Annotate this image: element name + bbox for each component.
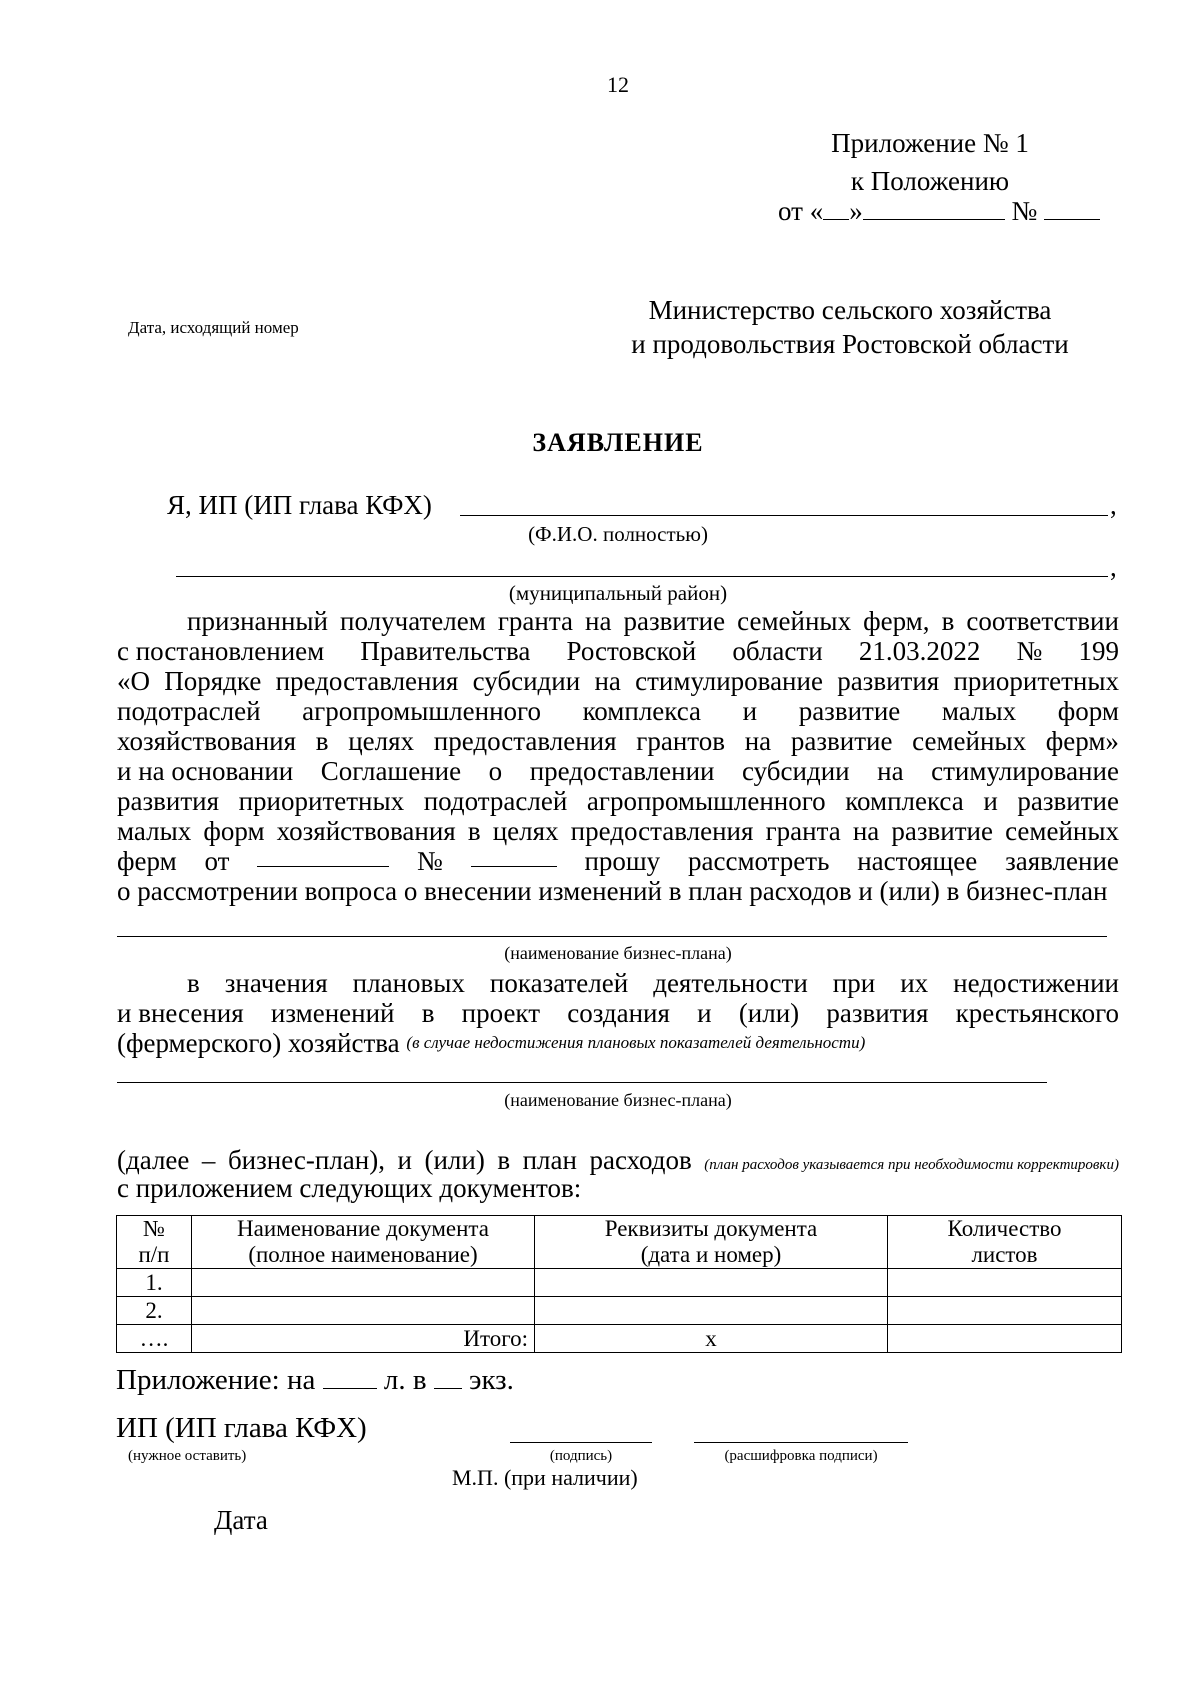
word: их: [900, 968, 929, 998]
word: изменений: [270, 998, 395, 1028]
word: семейных: [737, 606, 852, 636]
word: малых: [941, 696, 1017, 726]
fio-blank-line[interactable]: [460, 515, 1108, 516]
district-comma: ,: [1110, 552, 1117, 582]
word: комплекса: [582, 696, 702, 726]
word: грантов: [636, 726, 725, 756]
attachment-suffix: экз.: [469, 1364, 514, 1396]
business-plan-caption-1: (наименование бизнес-плана): [504, 943, 732, 963]
appendix-quote: »: [849, 196, 863, 226]
word: на: [877, 756, 904, 786]
word: создания: [567, 998, 670, 1028]
para-line-3: [117, 666, 1119, 696]
document-title: ЗАЯВЛЕНИЕ: [532, 428, 704, 457]
word: 199: [1078, 636, 1119, 666]
total-label: Итого:: [192, 1325, 535, 1353]
word: №: [417, 846, 443, 876]
attachment-copies-blank[interactable]: [434, 1366, 462, 1389]
header-text: Наименование документа: [237, 1216, 489, 1241]
italic-note: (план расходов указывается при необходимости корректировки): [704, 1157, 1119, 1173]
word: гранта: [765, 816, 841, 846]
header-number: [117, 1216, 192, 1269]
para-line-1: [117, 606, 1119, 636]
para-text: (фермерского) хозяйства: [117, 1028, 400, 1058]
word: развитие: [623, 606, 726, 636]
word: развитие: [891, 816, 993, 846]
word: гранта: [497, 606, 573, 636]
word: (или): [424, 1145, 485, 1175]
word: значения: [224, 968, 328, 998]
para-line-5: [117, 726, 1119, 756]
word: с постановлением: [117, 636, 325, 666]
header-text: п/п: [138, 1242, 170, 1267]
word: Правительства: [360, 636, 531, 666]
word: о: [488, 756, 503, 786]
italic-note: (в случае недостижения плановых показателей деятельности): [406, 1033, 866, 1052]
business-plan-blank-line-1[interactable]: [117, 936, 1107, 937]
word: бизнес-план),: [227, 1145, 385, 1175]
para3-line-1: [117, 1145, 1119, 1175]
appendix-line1: Приложение № 1: [831, 128, 1029, 158]
appendix-block: [760, 124, 1100, 200]
para-text: с приложением следующих документов:: [117, 1173, 582, 1203]
word: план: [522, 1145, 577, 1175]
appendix-line3: [778, 196, 1100, 227]
word: в: [497, 1145, 511, 1175]
word: семейных: [912, 726, 1027, 756]
word: и на основании: [117, 756, 294, 786]
word: и: [983, 786, 998, 816]
para-line-6: [117, 756, 1119, 786]
word: недостижении: [953, 968, 1119, 998]
word: ферм,: [863, 606, 930, 636]
district-blank-line[interactable]: [176, 576, 1108, 577]
para2-line-2: [117, 998, 1119, 1028]
para-line-9: [117, 846, 1119, 876]
table-cell: 1.: [117, 1269, 192, 1297]
word: на: [585, 606, 612, 636]
word: ферм: [117, 846, 177, 876]
table-cell[interactable]: [888, 1325, 1122, 1353]
fio-comma: ,: [1110, 490, 1117, 520]
date-outgoing-number-label: Дата, исходящий номер: [128, 318, 299, 337]
word: и внесения: [117, 998, 244, 1028]
word: комплекса: [845, 786, 964, 816]
header-text: №: [143, 1216, 165, 1241]
appendix-day-blank: [823, 199, 849, 220]
signature-caption: (подпись): [549, 1448, 613, 1464]
word: в: [315, 726, 329, 756]
word: настоящее: [857, 846, 978, 876]
appendix-no-label: №: [1011, 196, 1038, 226]
word: агропромышленного: [302, 696, 541, 726]
para-line-7: [117, 786, 1119, 816]
word: приоритетных: [238, 786, 405, 816]
word: семейных: [1005, 816, 1119, 846]
role-note: (нужное оставить): [128, 1448, 247, 1464]
word: предоставления: [570, 816, 754, 846]
header-text: (полное наименование): [248, 1242, 478, 1267]
para-line-8: [117, 816, 1119, 846]
word: развития: [117, 786, 220, 816]
header-text: Количество: [947, 1216, 1062, 1241]
word: развития: [837, 666, 940, 696]
word: от: [204, 846, 230, 876]
appendix-date-blank: [863, 199, 1005, 220]
ministry-line1: Министерство сельского хозяйства: [648, 295, 1052, 325]
word: показателей: [489, 968, 629, 998]
appendix-number-blank: [1044, 199, 1100, 220]
word: приоритетных: [953, 666, 1119, 696]
word: Соглашение: [320, 756, 462, 786]
word: агропромышленного: [586, 786, 826, 816]
agreement-number-blank[interactable]: [471, 846, 557, 867]
attachment-line: [116, 1364, 514, 1397]
second-paragraph: [117, 968, 1119, 1058]
word: в: [187, 968, 200, 998]
attachment-sheets-blank[interactable]: [323, 1366, 377, 1389]
word: на: [852, 816, 880, 846]
word: крестьянского: [955, 998, 1119, 1028]
word: ферм»: [1045, 726, 1119, 756]
word: заявление: [1005, 846, 1119, 876]
business-plan-blank-line-2[interactable]: [117, 1082, 1047, 1083]
word: целях: [492, 816, 559, 846]
word: деятельности: [653, 968, 808, 998]
word: «О: [117, 666, 150, 696]
word: предоставления: [433, 726, 617, 756]
word: развитие: [798, 696, 901, 726]
table-row: [117, 1297, 1122, 1325]
word: соответствии: [966, 606, 1119, 636]
header-doc-details: [535, 1216, 888, 1269]
header-text: листов: [971, 1242, 1038, 1267]
word: подотраслей: [117, 696, 261, 726]
word: субсидии: [472, 666, 581, 696]
header-text: Реквизиты документа: [604, 1216, 818, 1241]
page-number: 12: [607, 72, 629, 97]
table-cell: 2.: [117, 1297, 192, 1325]
table-header-row: [117, 1216, 1122, 1269]
main-paragraph: [117, 606, 1119, 906]
fio-caption: (Ф.И.О. полностью): [528, 522, 708, 546]
date-label: Дата: [214, 1505, 268, 1535]
business-plan-caption-2: (наименование бизнес-плана): [504, 1090, 732, 1110]
documents-table: [116, 1215, 1122, 1353]
word: (далее: [117, 1145, 190, 1175]
word: в: [941, 606, 955, 636]
word: (или): [738, 998, 800, 1028]
word: расходов: [589, 1145, 692, 1175]
para-text: о рассмотрении вопроса о внесении изменений в план расходов и (или) в бизнес-план: [117, 876, 1108, 906]
word: в: [421, 998, 435, 1028]
word: предоставлении: [529, 756, 715, 786]
word: стимулирование: [931, 756, 1119, 786]
header-sheet-count: [888, 1216, 1122, 1269]
word: развитие: [1017, 786, 1119, 816]
ministry-block: [600, 293, 1100, 361]
header-text: (дата и номер): [640, 1242, 782, 1267]
applicant-prefix: Я, ИП (ИП глава КФХ): [167, 490, 432, 520]
stamp-label: М.П. (при наличии): [452, 1465, 638, 1490]
word: –: [201, 1145, 216, 1175]
appendix-from-label: от «: [778, 196, 824, 226]
word: хозяйствования: [117, 726, 297, 756]
word: 21.03.2022: [858, 636, 981, 666]
attachment-mid: л. в: [383, 1364, 427, 1396]
word: на: [744, 726, 772, 756]
word: плановых: [352, 968, 465, 998]
table-cell: ….: [117, 1325, 192, 1353]
table-cell[interactable]: [535, 1297, 888, 1325]
word: форм: [203, 816, 265, 846]
word: малых: [117, 816, 192, 846]
para2-line-3: [117, 1028, 1119, 1058]
word: области: [732, 636, 823, 666]
para2-line-1: [117, 968, 1119, 998]
word: форм: [1057, 696, 1119, 726]
table-total-row: [117, 1325, 1122, 1353]
table-cell[interactable]: [192, 1297, 535, 1325]
table-cell[interactable]: [888, 1269, 1122, 1297]
district-caption: (муниципальный район): [508, 581, 728, 605]
word: при: [832, 968, 876, 998]
word: развитие: [790, 726, 893, 756]
word: и: [697, 998, 712, 1028]
para-line-2: [117, 636, 1119, 666]
signature-role: ИП (ИП глава КФХ): [116, 1412, 367, 1444]
word: на: [594, 666, 621, 696]
table-cell[interactable]: [535, 1269, 888, 1297]
agreement-date-blank[interactable]: [257, 846, 389, 867]
word: и: [742, 696, 758, 726]
para-line-10: [117, 876, 1119, 906]
word: признанный: [187, 606, 328, 636]
word: развития: [826, 998, 929, 1028]
word: №: [1016, 636, 1043, 666]
table-cell: х: [535, 1325, 888, 1353]
word: Порядке: [164, 666, 262, 696]
signature-line[interactable]: [510, 1442, 652, 1443]
word: целях: [348, 726, 415, 756]
third-paragraph: [117, 1145, 1119, 1201]
word: предоставления: [275, 666, 459, 696]
para-line-4: [117, 696, 1119, 726]
table-cell[interactable]: [192, 1269, 535, 1297]
word: рассмотреть: [688, 846, 830, 876]
table-row: [117, 1269, 1122, 1297]
word: прошу: [584, 846, 661, 876]
header-doc-name: [192, 1216, 535, 1269]
appendix-line2: к Положению: [850, 166, 1010, 196]
word: хозяйствования: [276, 816, 456, 846]
word: подотраслей: [423, 786, 568, 816]
word: получателем: [340, 606, 486, 636]
word: субсидии: [742, 756, 850, 786]
decode-caption: (расшифровка подписи): [724, 1448, 878, 1464]
word: и: [397, 1145, 412, 1175]
word: стимулирование: [635, 666, 823, 696]
table-cell[interactable]: [888, 1297, 1122, 1325]
word: в: [467, 816, 481, 846]
decode-line[interactable]: [694, 1442, 908, 1443]
word: проект: [461, 998, 540, 1028]
attachment-prefix: Приложение: на: [116, 1364, 316, 1396]
word: Ростовской: [566, 636, 697, 666]
ministry-line2: и продовольствия Ростовской области: [631, 329, 1069, 359]
